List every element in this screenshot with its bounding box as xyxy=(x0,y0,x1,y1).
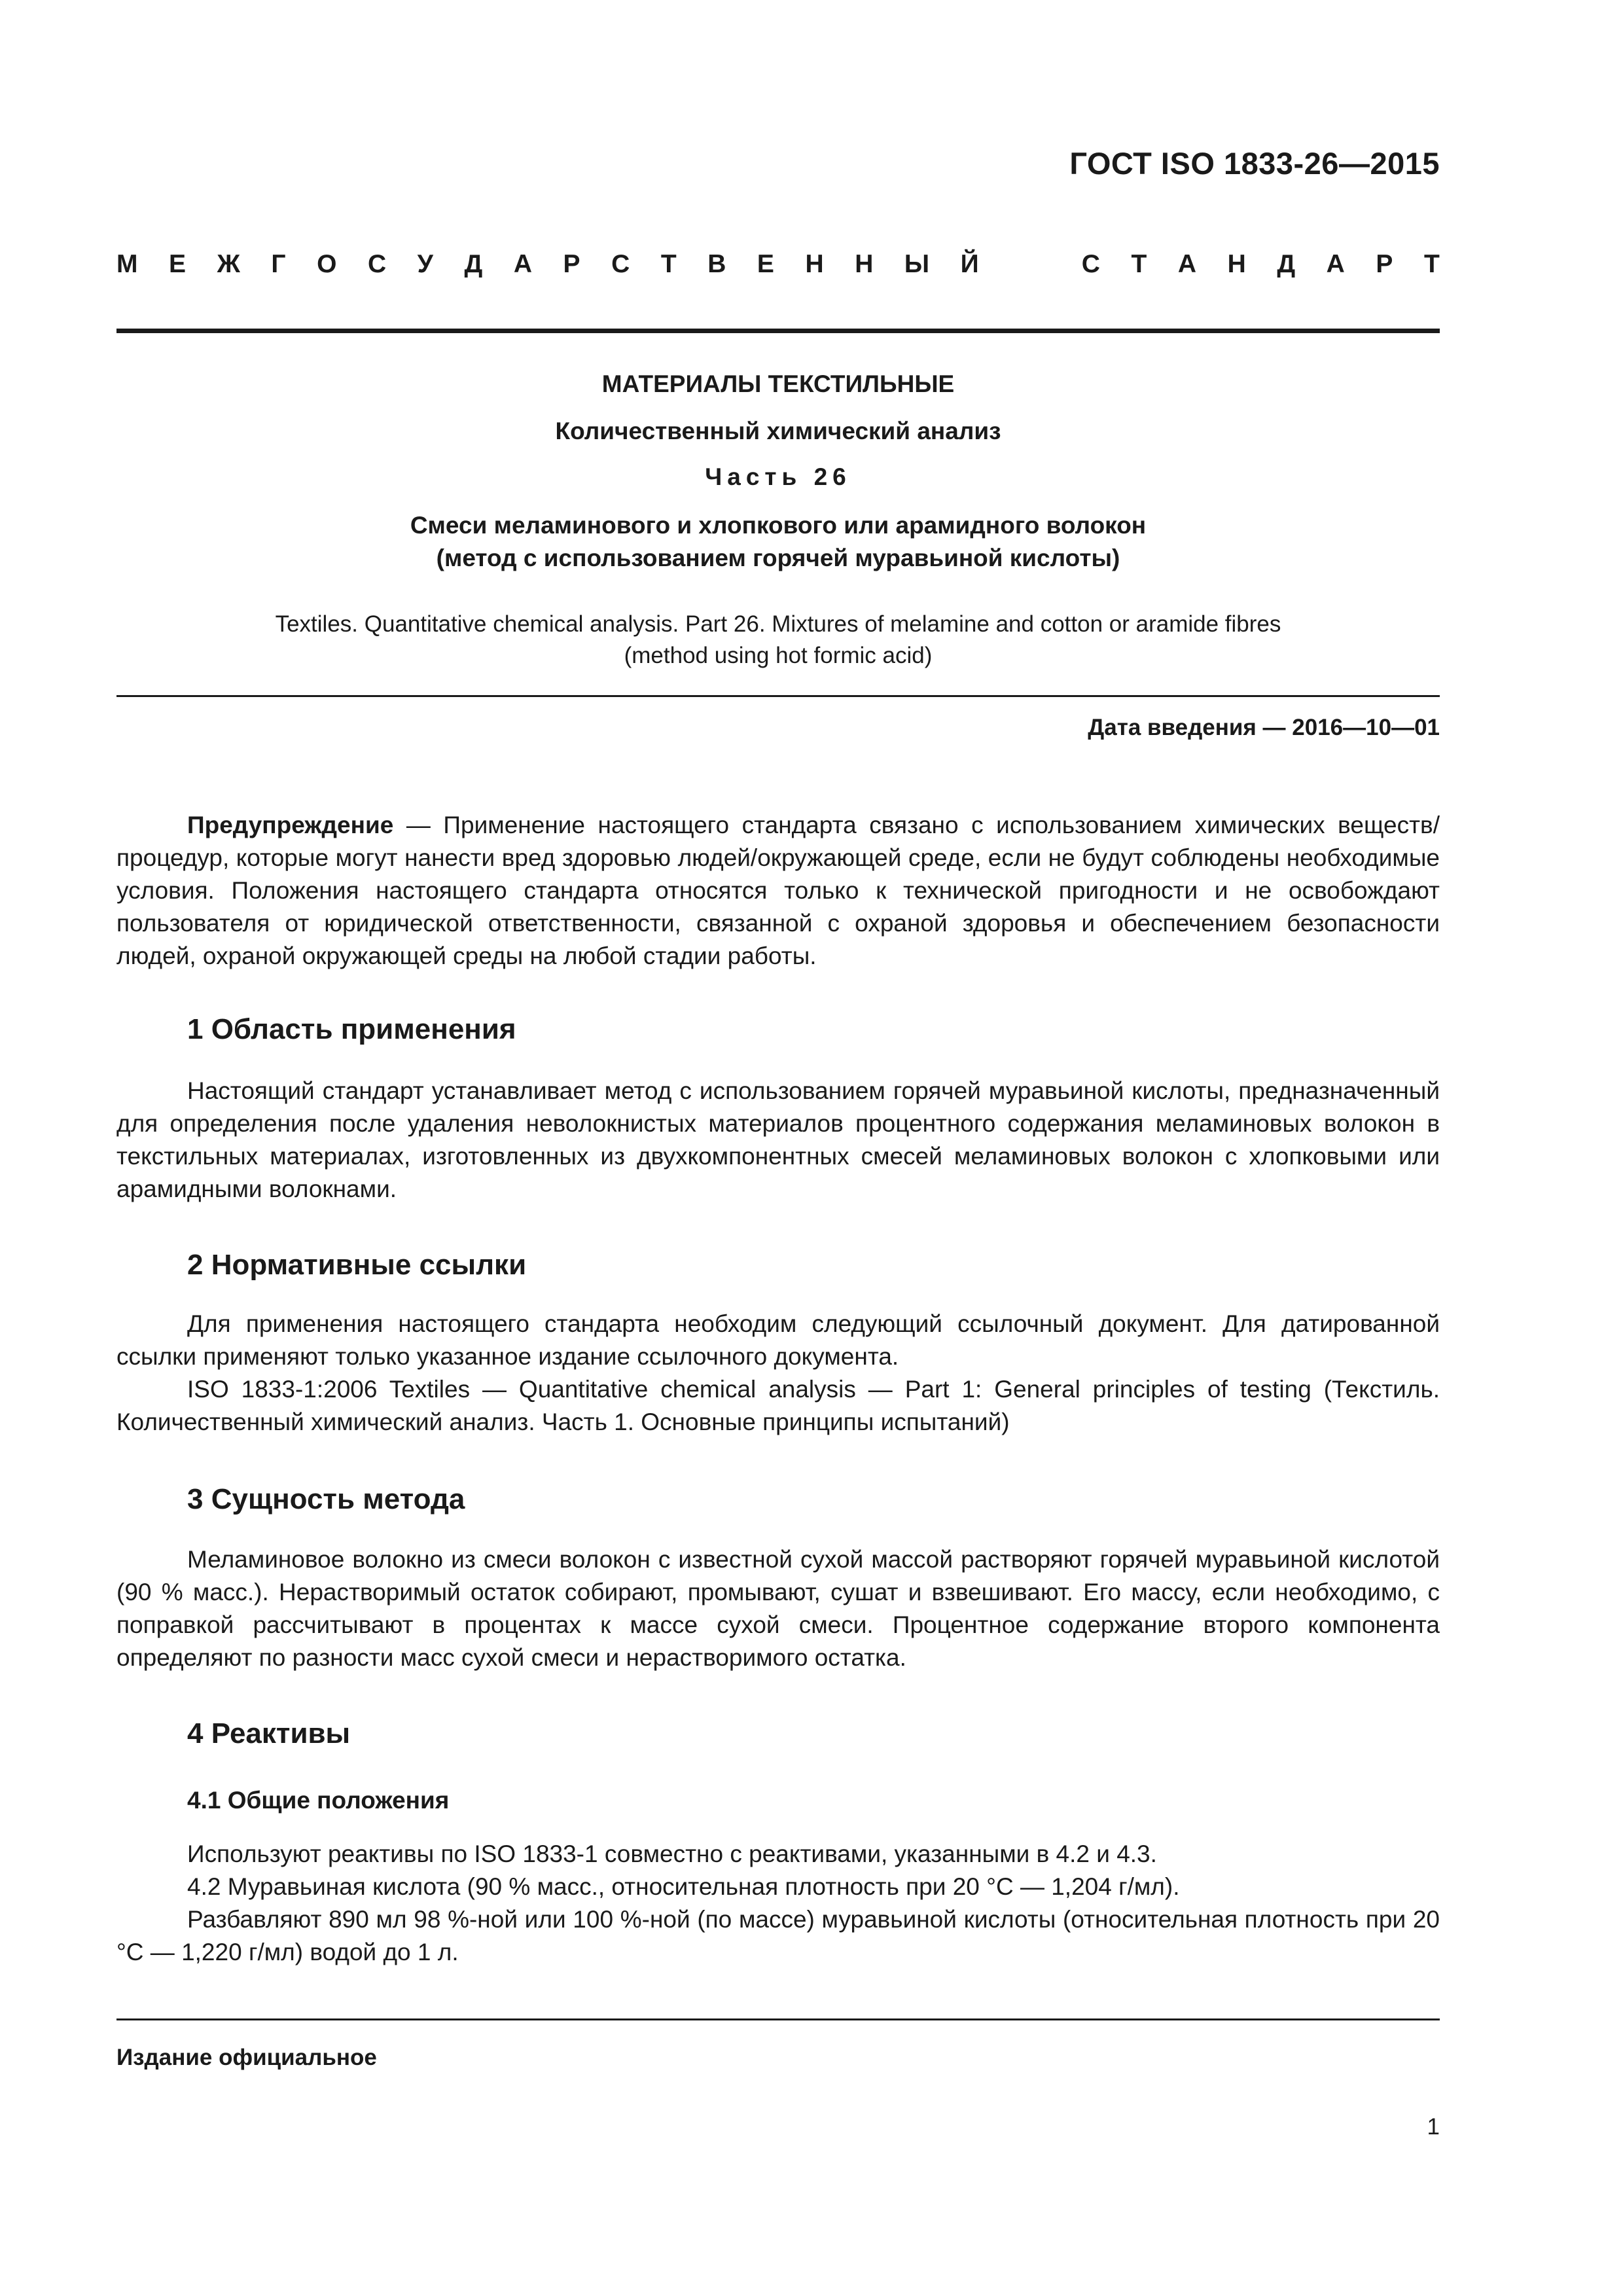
section-2-paragraph-1: Для применения настоящего стандарта необходим следующий ссылочный документ. Для датированной ссылки применяют только указанное издание ссылочного документа. xyxy=(116,1310,1440,1370)
banner-letter: Е xyxy=(169,250,187,278)
section-3-paragraph: Меламиновое волокно из смеси волокон с известной сухой массой растворяют горячей муравьиной кислотой (90 % масс.). Нерастворимый остаток собирают, промывают, сушат и взвешивают. Его массу, если необходимо, с поправкой рассчитывают в процентах к массе сухой смеси. Процентное содержание второго компонента определяют по разности масс сухой смеси и нерастворимого остатка. xyxy=(116,1546,1440,1671)
english-title-line-b: (method using hot formic acid) xyxy=(624,643,933,668)
banner-letter: А xyxy=(1177,250,1197,278)
banner-letter: А xyxy=(1326,250,1345,278)
official-edition-label: Издание официальное xyxy=(116,2045,377,2070)
banner-letter: С xyxy=(367,250,387,278)
banner-letter: Д xyxy=(464,250,483,278)
section-4-text xyxy=(116,1838,1440,1969)
standard-designation: ГОСТ ISO 1833-26—2015 xyxy=(1069,146,1440,181)
english-title-line-a: Textiles. Quantitative chemical analysis. Part 26. Mixtures of melamine and cotton or aramide fibres xyxy=(275,611,1281,637)
banner-letter: Р xyxy=(1376,250,1393,278)
title-part: Часть 26 xyxy=(705,463,851,490)
banner-letter: Н xyxy=(855,250,874,278)
section-3-text xyxy=(116,1543,1440,1674)
banner-letter: Т xyxy=(1131,250,1147,278)
section-4-2-paragraph: 4.2 Муравьиная кислота (90 % масс., относительная плотность при 20 °С — 1,204 г/мл). xyxy=(187,1873,1180,1900)
banner-letter: А xyxy=(513,250,532,278)
banner-letter: Е xyxy=(757,250,774,278)
banner-letter: В xyxy=(707,250,726,278)
warning-label: Предупреждение xyxy=(187,812,394,838)
footer-divider xyxy=(116,2018,1440,2020)
banner-letter: Ы xyxy=(904,250,930,278)
title-divider xyxy=(116,695,1440,697)
section-1-text xyxy=(116,1075,1440,1206)
title-line-2: Количественный химический анализ xyxy=(555,418,1001,444)
page-number: 1 xyxy=(1427,2114,1440,2140)
document-page xyxy=(116,0,1440,2296)
banner-letter: С xyxy=(1081,250,1100,278)
section-2-text xyxy=(116,1308,1440,1439)
banner-letter: Ж xyxy=(217,250,240,278)
section-2-paragraph-2: ISO 1833-1:2006 Textiles — Quantitative chemical analysis — Part 1: General principles of testing (Текстиль. Количественный химический анализ. Часть 1. Основные принципы испытаний) xyxy=(116,1376,1440,1435)
section-4-2-dilution-paragraph: Разбавляют 890 мл 98 %-ной или 100 %-ной (по массе) муравьиной кислоты (относительная плотность при 20 °С — 1,220 г/мл) водой до 1 л. xyxy=(116,1906,1440,1965)
banner-letter: О xyxy=(317,250,337,278)
section-1-paragraph: Настоящий стандарт устанавливает метод с использованием горячей муравьиной кислоты, предназначенный для определения после удаления неволокнистых материалов процентного содержания меламиновых волокон в текстильных материалах, изготовленных из двухкомпонентных смесей меламиновых волокон с хлопковыми или арамидными волокнами. xyxy=(116,1077,1440,1202)
banner-letter: Р xyxy=(563,250,580,278)
english-title xyxy=(116,609,1440,672)
banner-letter: Й xyxy=(960,250,979,278)
warning-paragraph xyxy=(116,809,1440,973)
subtitle-line-a: Смеси меламинового и хлопкового или арамидного волокон xyxy=(410,512,1147,539)
banner-letter: М xyxy=(116,250,138,278)
title-subtitle xyxy=(116,509,1440,575)
section-4-1-paragraph: Используют реактивы по ISO 1833-1 совместно с реактивами, указанными в 4.2 и 4.3. xyxy=(187,1840,1157,1867)
banner-letter: Т xyxy=(1423,250,1440,278)
banner-letter: Т xyxy=(660,250,677,278)
subtitle-line-b: (метод с использованием горячей муравьиной кислоты) xyxy=(436,545,1120,571)
section-4-1-heading: 4.1 Общие положения xyxy=(187,1787,450,1814)
banner-letter: Н xyxy=(1227,250,1246,278)
banner-letter: С xyxy=(611,250,630,278)
section-3-heading: 3 Сущность метода xyxy=(187,1483,465,1515)
header-divider xyxy=(116,329,1440,333)
banner-letter: Г xyxy=(271,250,286,278)
banner-letter: У xyxy=(417,250,433,278)
introduction-date: Дата введения — 2016—10—01 xyxy=(1088,715,1440,740)
interstate-standard-banner xyxy=(116,250,1440,279)
banner-letter: Н xyxy=(805,250,824,278)
banner-word-gap xyxy=(1010,250,1050,279)
section-1-heading: 1 Область применения xyxy=(187,1013,516,1045)
warning-text: — Применение настоящего стандарта связано с использованием химических веществ/процедур, которые могут нанести вред здоровью людей/окружающей среде, если не будут соблюдены необходимые условия. Положения настоящего стандарта относятся только к технической пригодности и не освобождают пользователя от юридической ответственности, связанной с охраной здоровья и обеспечением безопасности людей, охраной окружающей среды на любой стадии работы. xyxy=(116,812,1440,969)
section-2-heading: 2 Нормативные ссылки xyxy=(187,1249,527,1281)
title-line-1: МАТЕРИАЛЫ ТЕКСТИЛЬНЫЕ xyxy=(601,370,955,397)
banner-letter: Д xyxy=(1277,250,1296,278)
section-4-heading: 4 Реактивы xyxy=(187,1717,351,1749)
